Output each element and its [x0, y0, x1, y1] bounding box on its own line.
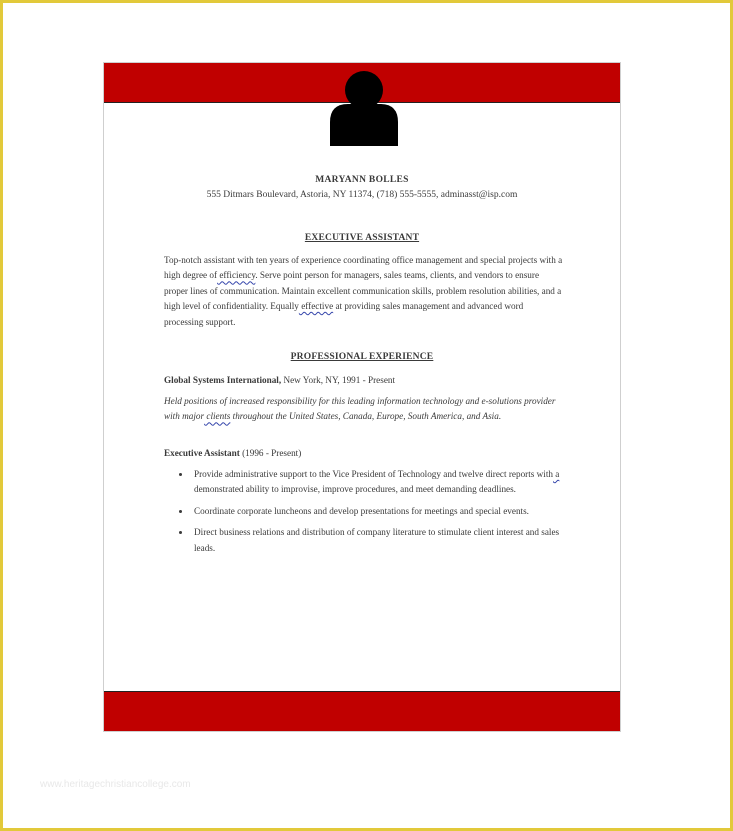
- employer-description-text-1: Held positions of increased responsibility for this leading information technology and e-solutions provider with major: [164, 396, 556, 422]
- list-item: [194, 504, 564, 519]
- summary-paragraph: [164, 253, 564, 330]
- bullet-1-text-1: Provide administrative support to the Vice President of Technology and twelve direct reports with: [194, 469, 553, 479]
- duties-list: [194, 467, 564, 562]
- person-silhouette-icon: [326, 68, 402, 150]
- bullet-1-flagged-word: a: [553, 469, 560, 479]
- employer-line: [164, 373, 564, 388]
- summary-flagged-word-1: efficiency: [217, 270, 256, 281]
- position-title: Executive Assistant: [164, 448, 240, 458]
- candidate-name: MARYANN BOLLES: [315, 175, 409, 185]
- position-dates: (1996 - Present): [239, 448, 302, 458]
- summary-text-1: Top-notch assistant with ten years of experience coordinating office management and special projects with a high degree of: [164, 255, 563, 281]
- list-item: [194, 525, 564, 556]
- summary-text-3: at providing sales management and advanced word processing support.: [164, 301, 524, 327]
- bullet-1-text-2: demonstrated ability to improvise, improve procedures, and meet demanding deadlines.: [194, 484, 516, 495]
- summary-text-2: . Serve point person for managers, sales teams, clients, and vendors to ensure proper lines of communication. Maintain excellent communication skills, problem resolution abilities, and a high level of confidentiality. Equally: [164, 270, 562, 312]
- bullet-2-text: Coordinate corporate luncheons and develop presentations for meetings and special events.: [194, 505, 529, 516]
- employer-details: New York, NY, 1991 - Present: [281, 375, 396, 385]
- watermark-text: www.heritagechristiancollege.com: [40, 779, 191, 790]
- employer-description: [164, 394, 564, 425]
- list-item: [194, 467, 564, 498]
- employer-name: Global Systems International,: [164, 375, 282, 385]
- contact-info: 555 Ditmars Boulevard, Astoria, NY 11374, (718) 555-5555, adminasst@isp.com: [206, 190, 518, 200]
- summary-flagged-word-2: effective: [298, 301, 334, 312]
- experience-heading: PROFESSIONAL EXPERIENCE: [290, 352, 434, 362]
- resume-page: [103, 62, 621, 732]
- employer-description-text-2: throughout the United States, Canada, Europe, South America, and Asia.: [230, 411, 502, 422]
- footer-band: [104, 691, 620, 731]
- title-heading: EXECUTIVE ASSISTANT: [304, 233, 420, 243]
- position-line: [164, 446, 564, 461]
- employer-description-flagged-word: clients: [204, 411, 231, 422]
- bullet-3-text: Direct business relations and distribution of company literature to stimulate client interest and sales leads.: [194, 527, 560, 553]
